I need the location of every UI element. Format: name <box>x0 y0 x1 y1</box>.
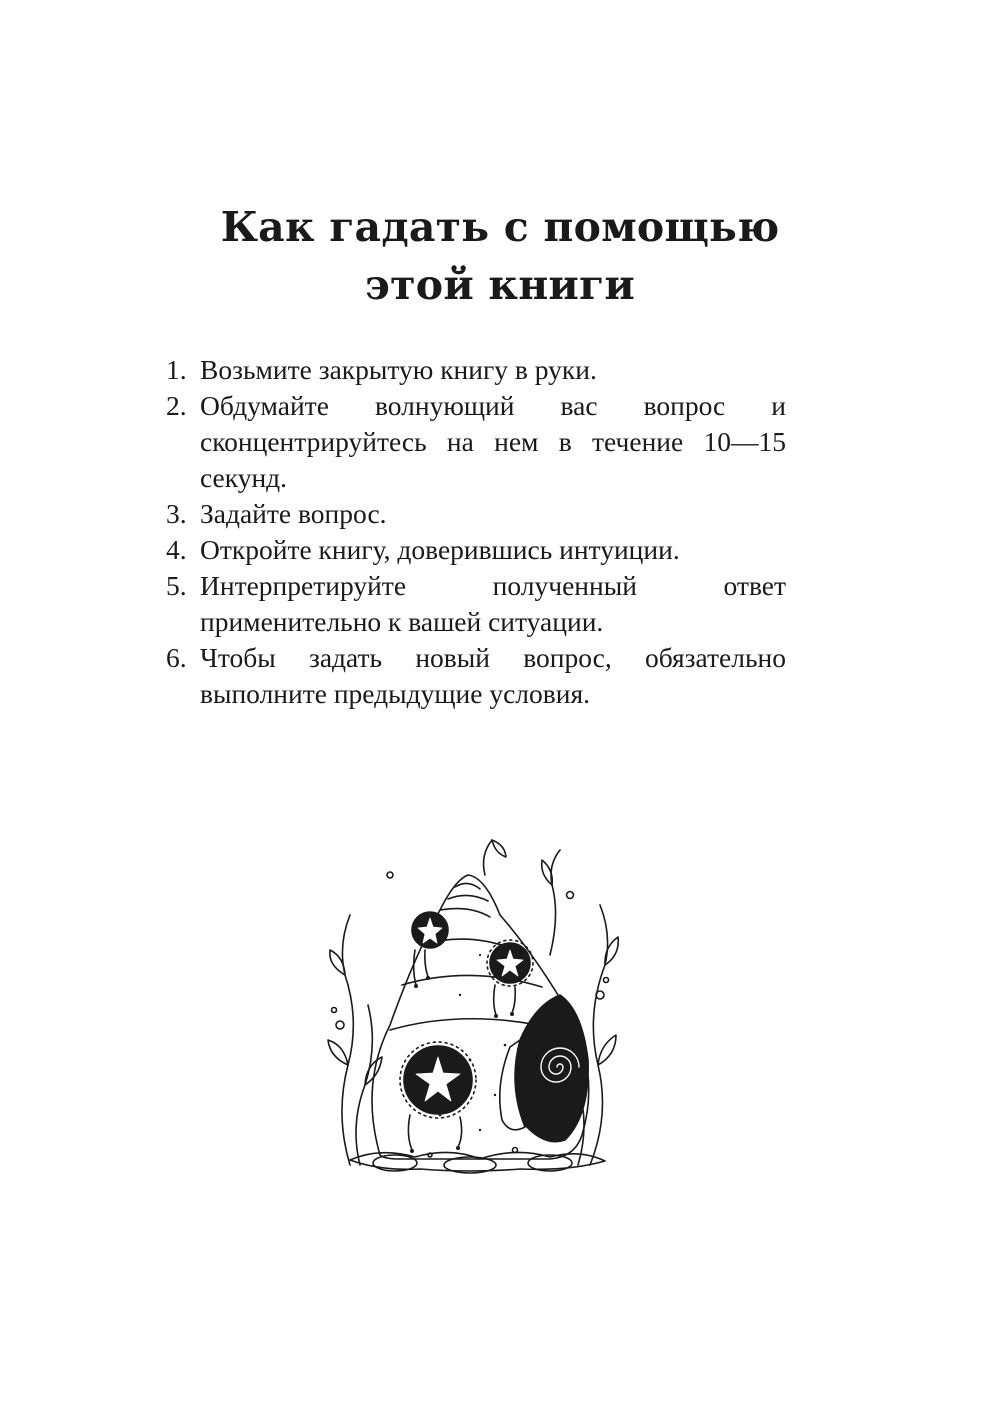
step-number: 1. <box>166 354 187 385</box>
list-item <box>166 640 786 712</box>
step-text: Интерпретируйте полученный ответ применительно к вашей ситуации. <box>200 570 786 637</box>
list-item <box>166 532 786 568</box>
step-number: 4. <box>166 534 187 565</box>
list-item <box>166 388 786 496</box>
ground-stones <box>350 1152 605 1173</box>
step-number: 2. <box>166 390 187 421</box>
step-text: Чтобы задать новый вопрос, обязательно выполните предыдущие условия. <box>200 642 786 709</box>
middle-window <box>487 940 533 986</box>
instruction-list <box>166 352 786 712</box>
step-text: Откройте книгу, доверившись интуиции. <box>200 534 680 565</box>
spiral-doorway <box>500 995 588 1142</box>
list-item <box>166 352 786 388</box>
page-title <box>0 198 1000 314</box>
step-text: Обдумайте волнующий вас вопрос и сконцентрируйтесь на нем в течение 10—15 секунд. <box>200 390 786 493</box>
step-number: 3. <box>166 498 187 529</box>
step-number: 5. <box>166 570 187 601</box>
list-item <box>166 568 786 640</box>
step-number: 6. <box>166 642 187 673</box>
lower-window <box>400 1042 476 1118</box>
title-line-2: этой книги <box>365 261 635 309</box>
title-line-1: Как гадать с помощью <box>220 203 780 251</box>
seashell-house-illustration <box>320 835 620 1185</box>
list-item <box>166 496 786 532</box>
step-text: Задайте вопрос. <box>200 498 387 529</box>
step-text: Возьмите закрытую книгу в руки. <box>200 354 597 385</box>
top-window <box>412 912 448 948</box>
